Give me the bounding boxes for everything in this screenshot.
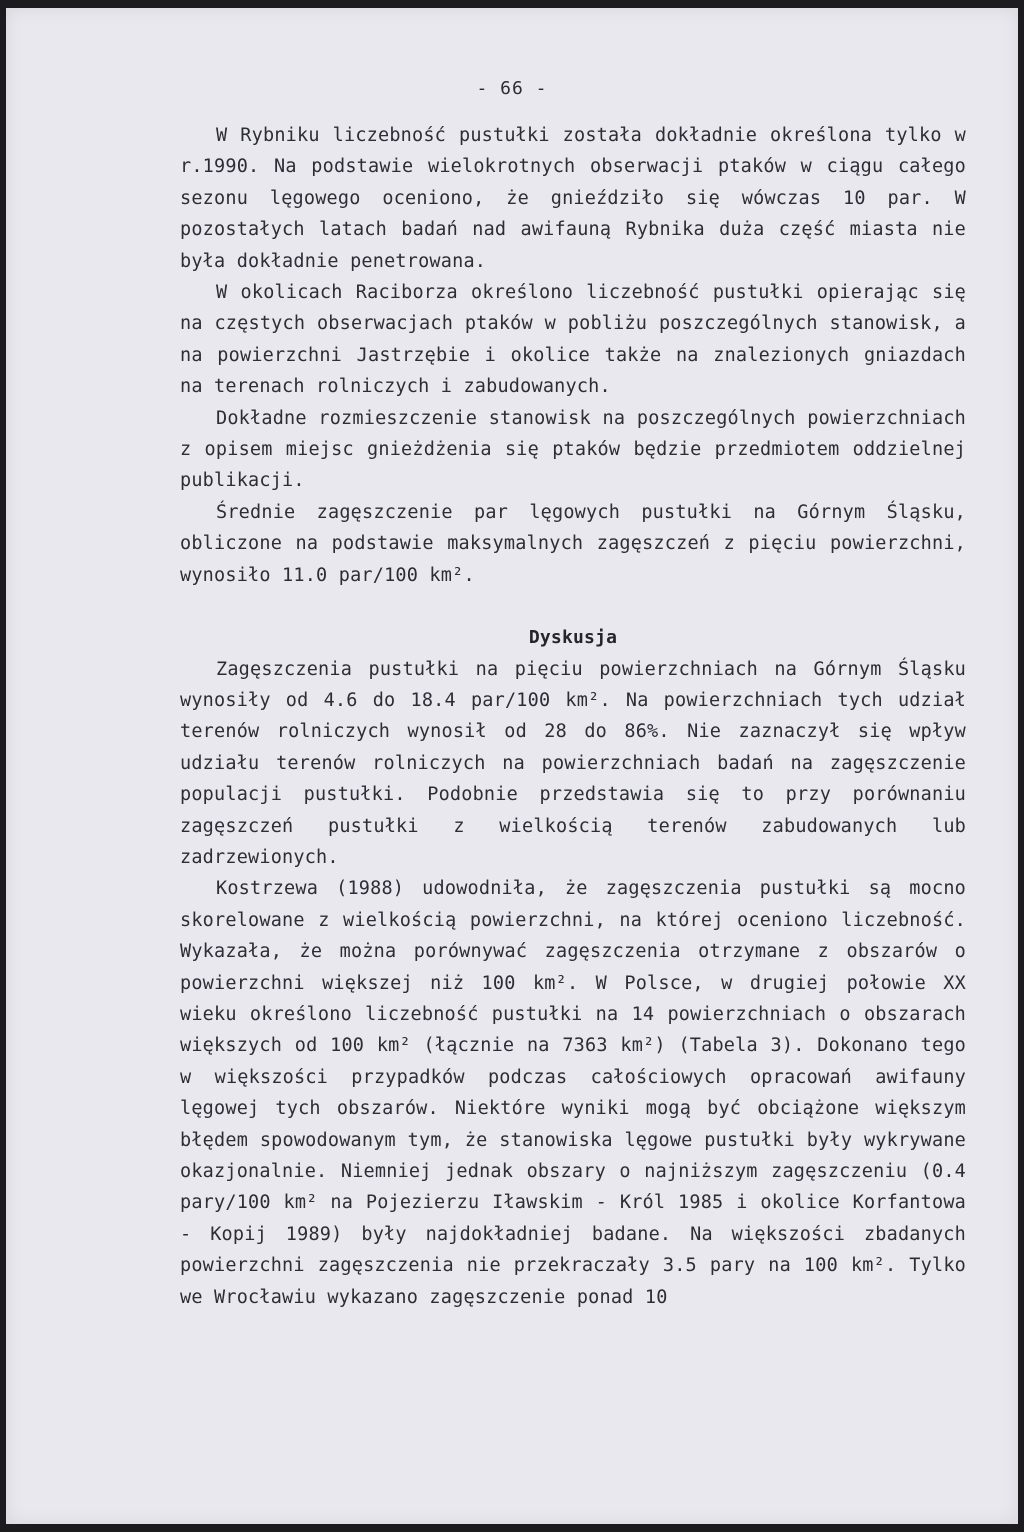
- paragraph: Kostrzewa (1988) udowodniła, że zagęszczenia pustułki są mocno skorelowane z wielkością powierzchni, na której oceniono liczebność. Wykazała, że można porównywać zagęszczenia otrzymane z obszarów o powierzchni większej niż 100 km². W Polsce, w drugiej połowie XX wieku określono liczebność pustułki na 14 powierzchniach o obszarach większych od 100 km² (łącznie na 7363 km²) (Tabela 3). Dokonano tego w większości przypadków podczas całościowych opracowań awifauny lęgowej tych obszarów. Niektóre wyniki mogą być obciążone większym błędem spowodowanym tym, że stanowiska lęgowe pustułki były wykrywane okazjonalnie. Niemniej jednak obszary o najniższym zagęszczeniu (0.4 pary/100 km² na Pojezierzu Iławskim - Król 1985 i okolice Korfantowa - Kopij 1989) były najdokładniej badane. Na większości zbadanych powierzchni zagęszczenia nie przekraczały 3.5 pary na 100 km². Tylko we Wrocławiu wykazano zagęszczenie ponad 10: [180, 878, 966, 1308]
- paragraph: Zagęszczenia pustułki na pięciu powierzchniach na Górnym Śląsku wynosiły od 4.6 do 18.4 par/100 km². Na powierzchniach tych udział terenów rolniczych wynosił od 28 do 86%. Nie zaznaczył się wpływ udziału terenów rolniczych na powierzchniach badań na zagęszczenie populacji pustułki. Podobnie przedstawia się to przy porównaniu zagęszczeń pustułki z wielkością terenów zabudowanych lub zadrzewionych.: [180, 658, 966, 868]
- document-page: [6, 8, 1018, 1524]
- paragraph: Dokładne rozmieszczenie stanowisk na poszczególnych powierzchniach z opisem miejsc gnieżdżenia się ptaków będzie przedmiotem oddzielnej publikacji.: [180, 407, 966, 492]
- paragraph: W Rybniku liczebność pustułki została dokładnie określona tylko w r.1990. Na podstawie wielokrotnych obserwacji ptaków w ciągu całego sezonu lęgowego oceniono, że gnieździło się wówczas 10 par. W pozostałych latach badań nad awifauną Rybnika duża część miasta nie była dokładnie penetrowana.: [180, 125, 966, 272]
- paragraph: Średnie zagęszczenie par lęgowych pustułki na Górnym Śląsku, obliczone na podstawie maksymalnych zagęszczeń z pięciu powierzchni, wynosiło 11.0 par/100 km².: [180, 501, 966, 586]
- page-number: - 66 -: [476, 78, 548, 99]
- section-heading: Dyskusja: [528, 627, 618, 649]
- paragraph: W okolicach Raciborza określono liczebność pustułki opierając się na częstych obserwacjach ptaków w pobliżu poszczególnych stanowisk, a na powierzchni Jastrzębie i okolice także na znalezionych gniazdach na terenach rolniczych i zabudowanych.: [180, 282, 966, 398]
- body-text: [180, 120, 966, 1313]
